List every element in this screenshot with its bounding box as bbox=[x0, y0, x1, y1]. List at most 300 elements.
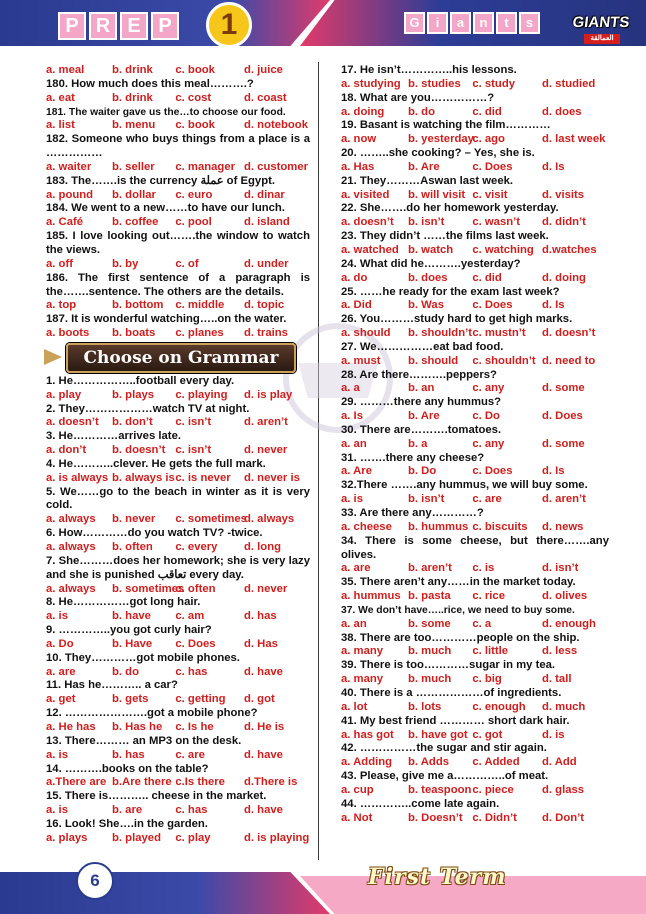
answer-option[interactable]: d. juice bbox=[243, 64, 283, 76]
answer-option[interactable]: b. never bbox=[112, 513, 156, 526]
answer-options bbox=[341, 562, 609, 576]
answer-option[interactable]: d. under bbox=[243, 257, 289, 270]
answer-option[interactable]: a. Did bbox=[341, 299, 372, 312]
answer-option[interactable]: c. Is he bbox=[175, 720, 214, 733]
question-text: 21. They………Aswan last week. bbox=[341, 174, 514, 187]
question-item bbox=[341, 687, 609, 715]
question-text: 1. He……………..football every day. bbox=[46, 374, 235, 387]
answer-option[interactable]: a. doing bbox=[341, 105, 385, 118]
answer-option[interactable]: b. studies bbox=[408, 77, 461, 90]
answer-option[interactable]: d. some bbox=[541, 382, 585, 395]
prep-letter: E bbox=[120, 12, 148, 40]
answer-option[interactable]: a. hummus bbox=[341, 590, 401, 603]
answer-option[interactable]: c. a bbox=[472, 617, 492, 630]
question-text: 30. There are……….tomatoes. bbox=[341, 423, 502, 436]
answer-option[interactable]: d. aren’t bbox=[541, 493, 586, 506]
answer-option[interactable]: d. notebook bbox=[243, 119, 308, 132]
answer-option[interactable]: c. Added bbox=[472, 756, 520, 769]
answer-option[interactable]: a. always bbox=[46, 513, 96, 526]
answer-option[interactable]: d. olives bbox=[541, 590, 588, 603]
question-text: 8. He……………got long hair. bbox=[46, 596, 201, 609]
answer-option[interactable]: b. don’t bbox=[112, 416, 153, 429]
answer-option[interactable]: c. ago bbox=[472, 133, 505, 146]
answer-option[interactable]: a. plays bbox=[46, 831, 88, 844]
answer-option[interactable]: d. much bbox=[541, 700, 586, 713]
answer-option[interactable]: d. visits bbox=[541, 188, 585, 201]
answer-options bbox=[46, 216, 310, 230]
answer-option[interactable]: c. cost bbox=[175, 91, 212, 104]
answer-option[interactable]: d. island bbox=[243, 216, 290, 229]
answer-option[interactable]: a. pound bbox=[46, 188, 94, 201]
answer-options bbox=[341, 327, 609, 341]
answer-options bbox=[341, 216, 609, 230]
answer-option[interactable]: d. Add bbox=[541, 756, 577, 769]
answer-option[interactable]: b. have got bbox=[408, 728, 468, 741]
answer-option[interactable]: a. Is bbox=[341, 410, 363, 423]
answer-option[interactable]: a. cheese bbox=[341, 520, 392, 533]
answer-option[interactable]: b. some bbox=[408, 617, 451, 630]
answer-option[interactable]: c. big bbox=[472, 673, 502, 686]
answer-option[interactable]: d. trains bbox=[243, 327, 288, 340]
answer-option[interactable]: c. book bbox=[175, 119, 215, 132]
answer-options bbox=[46, 513, 310, 527]
answer-option[interactable]: d. never bbox=[243, 582, 288, 595]
giants-logo bbox=[570, 6, 632, 46]
answer-option[interactable]: a. doesn’t bbox=[341, 216, 394, 229]
answer-option[interactable]: c. am bbox=[175, 610, 205, 623]
answer-option[interactable]: d. doing bbox=[541, 271, 586, 284]
answer-option[interactable]: d. news bbox=[541, 520, 584, 533]
banner-arrow-icon bbox=[44, 349, 62, 365]
answer-option[interactable]: d. Does bbox=[541, 410, 583, 423]
answer-option[interactable]: c. visit bbox=[472, 188, 508, 201]
answer-option[interactable]: a. meal bbox=[46, 64, 85, 76]
question-text: 14. ……….books on the table? bbox=[46, 762, 209, 775]
answer-options bbox=[46, 64, 310, 78]
question-item bbox=[46, 624, 310, 652]
answer-option[interactable]: b. plays bbox=[112, 388, 155, 401]
answer-option[interactable]: b. seller bbox=[112, 160, 155, 173]
answer-option[interactable]: b. menu bbox=[112, 119, 156, 132]
answer-option[interactable]: b. pasta bbox=[408, 590, 451, 603]
answer-option[interactable]: b. yesterday bbox=[408, 133, 474, 146]
answer-options bbox=[46, 161, 310, 175]
answer-option[interactable]: a. should bbox=[341, 327, 391, 340]
answer-options bbox=[341, 78, 609, 92]
question-text: 43. Please, give me a…………..of meat. bbox=[341, 770, 549, 783]
question-text: 15. There is……….. cheese in the market. bbox=[46, 790, 267, 803]
answer-option[interactable]: a. Not bbox=[341, 811, 373, 824]
answer-option[interactable]: a. top bbox=[46, 299, 77, 312]
answer-option[interactable]: a. an bbox=[341, 617, 367, 630]
logo-subtext: العمالقة bbox=[584, 34, 620, 44]
answer-option[interactable]: c. isn’t bbox=[175, 444, 212, 457]
question-text: 6. How…………do you watch TV? -twice. bbox=[46, 527, 263, 540]
question-text: 184. We went to a new……to have our lunch. bbox=[46, 202, 285, 215]
question-item bbox=[341, 286, 609, 314]
answer-option[interactable]: b. Do bbox=[408, 465, 437, 478]
brand-letter: n bbox=[473, 12, 494, 34]
answer-option[interactable]: c. planes bbox=[175, 327, 224, 340]
answer-option[interactable]: a. do bbox=[341, 271, 368, 284]
answer-option[interactable]: c. is never bbox=[175, 471, 231, 484]
answer-options bbox=[341, 272, 609, 286]
page-footer bbox=[0, 862, 646, 914]
answer-option[interactable]: a. play bbox=[46, 388, 82, 401]
question-text: 20. ……..she cooking? – Yes, she is. bbox=[341, 147, 535, 160]
answer-option[interactable]: d. Has bbox=[243, 637, 278, 650]
answer-option[interactable]: a. Café bbox=[46, 216, 84, 229]
answer-option[interactable]: b. Was bbox=[408, 299, 444, 312]
question-text: 16. Look! She….in the garden. bbox=[46, 817, 208, 830]
answer-option[interactable]: c. pool bbox=[175, 216, 212, 229]
answer-option[interactable]: b. coffee bbox=[112, 216, 159, 229]
answer-option[interactable]: a. a bbox=[341, 382, 360, 395]
answer-option[interactable]: d.There is bbox=[243, 776, 298, 789]
answer-option[interactable]: d. studied bbox=[541, 77, 596, 90]
answer-option[interactable]: b. will visit bbox=[408, 188, 466, 201]
answer-option[interactable]: b. Has he bbox=[112, 720, 163, 733]
question-text: 3. He…………arrives late. bbox=[46, 430, 181, 443]
question-text: 31. …….there any cheese? bbox=[341, 451, 485, 464]
answer-option[interactable]: a. waiter bbox=[46, 160, 92, 173]
answer-option[interactable]: c. are bbox=[175, 748, 205, 761]
answer-option[interactable]: b. sometimes bbox=[112, 582, 185, 595]
answer-option[interactable]: b. bottom bbox=[112, 299, 164, 312]
answer-option[interactable]: b. much bbox=[408, 673, 452, 686]
answer-option[interactable]: a.There are bbox=[46, 776, 107, 789]
answer-option[interactable]: d.watches bbox=[541, 243, 597, 256]
question-item bbox=[341, 369, 609, 397]
answer-option[interactable]: a. get bbox=[46, 693, 76, 706]
answer-option[interactable]: a. list bbox=[46, 119, 75, 132]
answer-option[interactable]: c. mustn’t bbox=[472, 327, 526, 340]
question-item bbox=[341, 452, 609, 480]
section-title: Choose on Grammar bbox=[66, 343, 296, 373]
question-item bbox=[341, 479, 609, 507]
answer-option[interactable]: b. shouldn’t bbox=[408, 327, 473, 340]
answer-option[interactable]: a. an bbox=[341, 437, 367, 450]
question-item bbox=[46, 458, 310, 486]
answer-option[interactable]: b. lots bbox=[408, 700, 442, 713]
answer-option[interactable]: d. Is bbox=[541, 299, 565, 312]
answer-option[interactable]: d. last week bbox=[541, 133, 606, 146]
answer-options bbox=[341, 189, 609, 203]
question-text: 183. The…….is the currency عملة of Egypt. bbox=[46, 174, 275, 187]
answer-option[interactable]: d. He is bbox=[243, 720, 285, 733]
answer-option[interactable]: b. watch bbox=[408, 243, 454, 256]
answer-option[interactable]: c. biscuits bbox=[472, 520, 528, 533]
answer-option[interactable]: d. doesn’t bbox=[541, 327, 596, 340]
answer-options bbox=[46, 299, 310, 313]
answer-option[interactable]: b. Are bbox=[408, 160, 440, 173]
answer-option[interactable]: b. have bbox=[112, 610, 151, 623]
answer-option[interactable]: a. are bbox=[341, 562, 371, 575]
answer-option[interactable]: d. have bbox=[243, 665, 283, 678]
answer-option[interactable]: b. Have bbox=[112, 637, 153, 650]
grade-badge: 1 bbox=[206, 2, 252, 48]
question-text: 38. There are too…………people on the ship. bbox=[341, 631, 580, 644]
answer-option[interactable]: b. Are bbox=[408, 410, 440, 423]
question-item bbox=[341, 313, 609, 341]
question-item bbox=[341, 715, 609, 743]
question-text: 9. …………..you got curly hair? bbox=[46, 624, 212, 637]
answer-option[interactable]: c. enough bbox=[472, 700, 526, 713]
answer-option[interactable]: a. off bbox=[46, 257, 73, 270]
answer-option[interactable]: b. aren’t bbox=[408, 562, 452, 575]
answer-option[interactable]: c. study bbox=[472, 77, 516, 90]
answer-option[interactable]: a. lot bbox=[341, 700, 368, 713]
question-text: 29. ………there any hummus? bbox=[341, 396, 502, 409]
answer-option[interactable]: b. hummus bbox=[408, 520, 469, 533]
question-item bbox=[46, 64, 310, 78]
answer-option[interactable]: b. drink bbox=[112, 91, 153, 104]
answer-options bbox=[46, 92, 310, 106]
answer-option[interactable]: a. boots bbox=[46, 327, 90, 340]
answer-option[interactable]: b. do bbox=[408, 105, 435, 118]
question-text: 186. The first sentence of a paragraph is the…….sentence. The others are the details. bbox=[46, 271, 310, 298]
question-text: 18. What are you……………? bbox=[341, 91, 495, 104]
answer-option[interactable]: b. isn’t bbox=[408, 493, 445, 506]
answer-option[interactable]: c. middle bbox=[175, 299, 225, 312]
answer-option[interactable]: a. Are bbox=[341, 465, 372, 478]
answer-option[interactable]: c. did bbox=[472, 271, 502, 284]
answer-option[interactable]: b. does bbox=[408, 271, 448, 284]
answer-option[interactable]: c. piece bbox=[472, 783, 514, 796]
answer-option[interactable]: b. much bbox=[408, 645, 452, 658]
question-item bbox=[341, 341, 609, 369]
question-item bbox=[341, 576, 609, 604]
answer-options bbox=[46, 472, 310, 486]
answer-option[interactable]: d. dinar bbox=[243, 188, 285, 201]
answer-option[interactable]: d. Is bbox=[541, 465, 565, 478]
answer-option[interactable]: b. always is bbox=[112, 471, 175, 484]
answer-option[interactable]: d. have bbox=[243, 748, 283, 761]
answer-options bbox=[46, 749, 310, 763]
answer-option[interactable]: c. Do bbox=[472, 410, 500, 423]
answer-options bbox=[341, 618, 609, 632]
answer-option[interactable]: a. doesn’t bbox=[46, 416, 99, 429]
answer-option[interactable]: c. often bbox=[175, 582, 216, 595]
answer-option[interactable]: a. is always bbox=[46, 471, 109, 484]
answer-option[interactable]: b. teaspoon bbox=[408, 783, 472, 796]
question-text: 12. ………………….got a mobile phone? bbox=[46, 707, 258, 720]
answer-option[interactable]: c. playing bbox=[175, 388, 228, 401]
answer-option[interactable]: a. studying bbox=[341, 77, 401, 90]
answer-option[interactable]: d. enough bbox=[541, 617, 596, 630]
answer-option[interactable]: c. book bbox=[175, 64, 215, 76]
answer-option[interactable]: c. is bbox=[472, 562, 495, 575]
answer-options bbox=[46, 189, 310, 203]
answer-option[interactable]: c. are bbox=[472, 493, 502, 506]
answer-option[interactable]: a. must bbox=[341, 354, 381, 367]
answer-option[interactable]: a. visited bbox=[341, 188, 390, 201]
answer-option[interactable]: a. is bbox=[46, 804, 68, 817]
answer-option[interactable]: c. did bbox=[472, 105, 502, 118]
answer-option[interactable]: d. long bbox=[243, 541, 282, 553]
answer-option[interactable]: a. many bbox=[341, 645, 384, 658]
answer-option[interactable]: d. never bbox=[243, 444, 288, 457]
answer-option[interactable]: b. doesn’t bbox=[112, 444, 166, 457]
answer-option[interactable]: b. Adds bbox=[408, 756, 450, 769]
answer-option[interactable]: d. tall bbox=[541, 673, 572, 686]
answer-option[interactable]: d. is play bbox=[243, 388, 293, 401]
answer-options bbox=[341, 438, 609, 452]
question-item bbox=[46, 652, 310, 680]
answer-option[interactable]: c. any bbox=[472, 382, 505, 395]
answer-option[interactable]: a. is bbox=[46, 610, 68, 623]
term-label: First Term bbox=[368, 864, 507, 890]
answer-option[interactable]: a. cup bbox=[341, 783, 374, 796]
question-text: 26. You………study hard to get high marks. bbox=[341, 313, 573, 326]
answer-option[interactable]: c. every bbox=[175, 541, 218, 553]
answer-option[interactable]: c. manager bbox=[175, 160, 236, 173]
answer-option[interactable]: b. Doesn’t bbox=[408, 811, 463, 824]
answer-option[interactable]: b. should bbox=[408, 354, 459, 367]
answer-option[interactable]: c. has bbox=[175, 804, 208, 817]
answer-option[interactable]: b.Are there bbox=[112, 776, 172, 789]
question-item bbox=[46, 596, 310, 624]
answer-option[interactable]: b. gets bbox=[112, 693, 149, 706]
question-item bbox=[341, 92, 609, 120]
answer-option[interactable]: b. by bbox=[112, 257, 139, 270]
answer-option[interactable]: c. isn’t bbox=[175, 416, 212, 429]
answer-option[interactable]: a. many bbox=[341, 673, 384, 686]
answer-option[interactable]: a. always bbox=[46, 582, 96, 595]
answer-options bbox=[46, 541, 310, 555]
answer-option[interactable]: a. watched bbox=[341, 243, 399, 256]
question-item bbox=[46, 78, 310, 106]
answer-option[interactable]: b. often bbox=[112, 541, 153, 553]
answer-option[interactable]: b. drink bbox=[112, 64, 153, 76]
answer-option[interactable]: d. didn’t bbox=[541, 216, 586, 229]
question-text: 42. ……………the sugar and stir again. bbox=[341, 742, 547, 755]
answer-option[interactable]: d. aren’t bbox=[243, 416, 288, 429]
question-item bbox=[341, 507, 609, 535]
answer-option[interactable]: d. does bbox=[541, 105, 582, 118]
answer-option[interactable]: d. is playing bbox=[243, 831, 310, 844]
answer-option[interactable]: d. need to bbox=[541, 354, 596, 367]
answer-options bbox=[46, 119, 310, 133]
answer-option[interactable]: b. are bbox=[112, 804, 143, 817]
answer-option[interactable]: a. Has bbox=[341, 160, 375, 173]
question-item bbox=[341, 119, 609, 147]
answer-option[interactable]: c. Does bbox=[472, 465, 513, 478]
answer-option[interactable]: a. Adding bbox=[341, 756, 393, 769]
answer-option[interactable]: d. topic bbox=[243, 299, 285, 312]
answer-options bbox=[341, 701, 609, 715]
question-text: 7. She………does her homework; she is very lazy and she is punished تعاقب every day. bbox=[46, 554, 310, 581]
answer-option[interactable]: d. never is bbox=[243, 471, 300, 484]
answer-option[interactable]: b. has bbox=[112, 748, 145, 761]
answer-option[interactable]: d. customer bbox=[243, 160, 309, 173]
answer-option[interactable]: d. have bbox=[243, 804, 283, 817]
question-item bbox=[341, 424, 609, 452]
answer-option[interactable]: b. isn’t bbox=[408, 216, 445, 229]
answer-option[interactable]: a. is bbox=[341, 493, 363, 506]
answer-options bbox=[341, 673, 609, 687]
question-text: 4. He………..clever. He gets the full mark. bbox=[46, 457, 266, 470]
question-text: 17. He isn’t…………..his lessons. bbox=[341, 64, 517, 76]
question-item bbox=[341, 770, 609, 798]
answer-option[interactable]: c. watching bbox=[472, 243, 534, 256]
answer-option[interactable]: b. dollar bbox=[112, 188, 156, 201]
answer-option[interactable]: c. Does bbox=[472, 160, 513, 173]
question-item bbox=[341, 175, 609, 203]
answer-options bbox=[46, 666, 310, 680]
answer-option[interactable]: a. He has bbox=[46, 720, 96, 733]
answer-option[interactable]: d. is bbox=[541, 728, 565, 741]
answer-option[interactable]: a. now bbox=[341, 133, 377, 146]
question-item bbox=[341, 659, 609, 687]
answer-option[interactable]: d. got bbox=[243, 693, 275, 706]
question-text: 24. What did he……….yesterday? bbox=[341, 257, 521, 270]
answer-option[interactable]: d. less bbox=[541, 645, 578, 658]
question-item bbox=[341, 230, 609, 258]
answer-option[interactable]: d. has bbox=[243, 610, 277, 623]
answer-option[interactable]: d. coast bbox=[243, 91, 287, 104]
answer-option[interactable]: c. rice bbox=[472, 590, 505, 603]
answer-option[interactable]: b. an bbox=[408, 382, 435, 395]
answer-option[interactable]: a. eat bbox=[46, 91, 75, 104]
answer-option[interactable]: c. Does bbox=[472, 299, 513, 312]
answer-option[interactable]: a. don’t bbox=[46, 444, 87, 457]
answer-option[interactable]: b. played bbox=[112, 831, 161, 844]
answer-option[interactable]: c. euro bbox=[175, 188, 213, 201]
answer-options bbox=[46, 583, 310, 597]
answer-option[interactable]: d. glass bbox=[541, 783, 585, 796]
answer-option[interactable]: c. Didn’t bbox=[472, 811, 517, 824]
answer-option[interactable]: c. play bbox=[175, 831, 211, 844]
answer-option[interactable]: d. always bbox=[243, 513, 295, 526]
answer-options bbox=[46, 721, 310, 735]
answer-options bbox=[46, 389, 310, 403]
answer-option[interactable]: a. Do bbox=[46, 637, 74, 650]
question-item bbox=[46, 313, 310, 341]
answer-option[interactable]: c. sometimes bbox=[175, 513, 247, 526]
question-text: 13. There……… an MP3 on the desk. bbox=[46, 734, 242, 747]
answer-option[interactable]: d. Is bbox=[541, 160, 565, 173]
answer-option[interactable]: c. shouldn’t bbox=[472, 354, 536, 367]
answer-option[interactable]: c. of bbox=[175, 257, 199, 270]
answer-option[interactable]: d. Don’t bbox=[541, 811, 585, 824]
answer-option[interactable]: a. has got bbox=[341, 728, 394, 741]
answer-option[interactable]: a. are bbox=[46, 665, 76, 678]
answer-option[interactable]: c. wasn’t bbox=[472, 216, 521, 229]
question-text: 32.There …….any hummus, we will buy some. bbox=[341, 479, 588, 492]
answer-options bbox=[341, 784, 609, 798]
question-item bbox=[46, 430, 310, 458]
question-item bbox=[46, 679, 310, 707]
answer-option[interactable]: c.Is there bbox=[175, 776, 225, 789]
answer-option[interactable]: c. getting bbox=[175, 693, 226, 706]
answer-option[interactable]: c. little bbox=[472, 645, 509, 658]
answer-option[interactable]: a. always bbox=[46, 541, 96, 553]
answer-option[interactable]: d. isn’t bbox=[541, 562, 579, 575]
answer-options bbox=[341, 590, 609, 604]
answer-option[interactable]: d. some bbox=[541, 437, 585, 450]
answer-option[interactable]: c. has bbox=[175, 665, 208, 678]
answer-option[interactable]: c. Does bbox=[175, 637, 216, 650]
column-divider bbox=[318, 62, 319, 860]
answer-option[interactable]: b. boats bbox=[112, 327, 156, 340]
answer-option[interactable]: b. do bbox=[112, 665, 139, 678]
answer-option[interactable]: b. a bbox=[408, 437, 428, 450]
answer-option[interactable]: c. any bbox=[472, 437, 505, 450]
answer-option[interactable]: a. is bbox=[46, 748, 68, 761]
answer-option[interactable]: c. got bbox=[472, 728, 503, 741]
brand-letter: s bbox=[519, 12, 540, 34]
